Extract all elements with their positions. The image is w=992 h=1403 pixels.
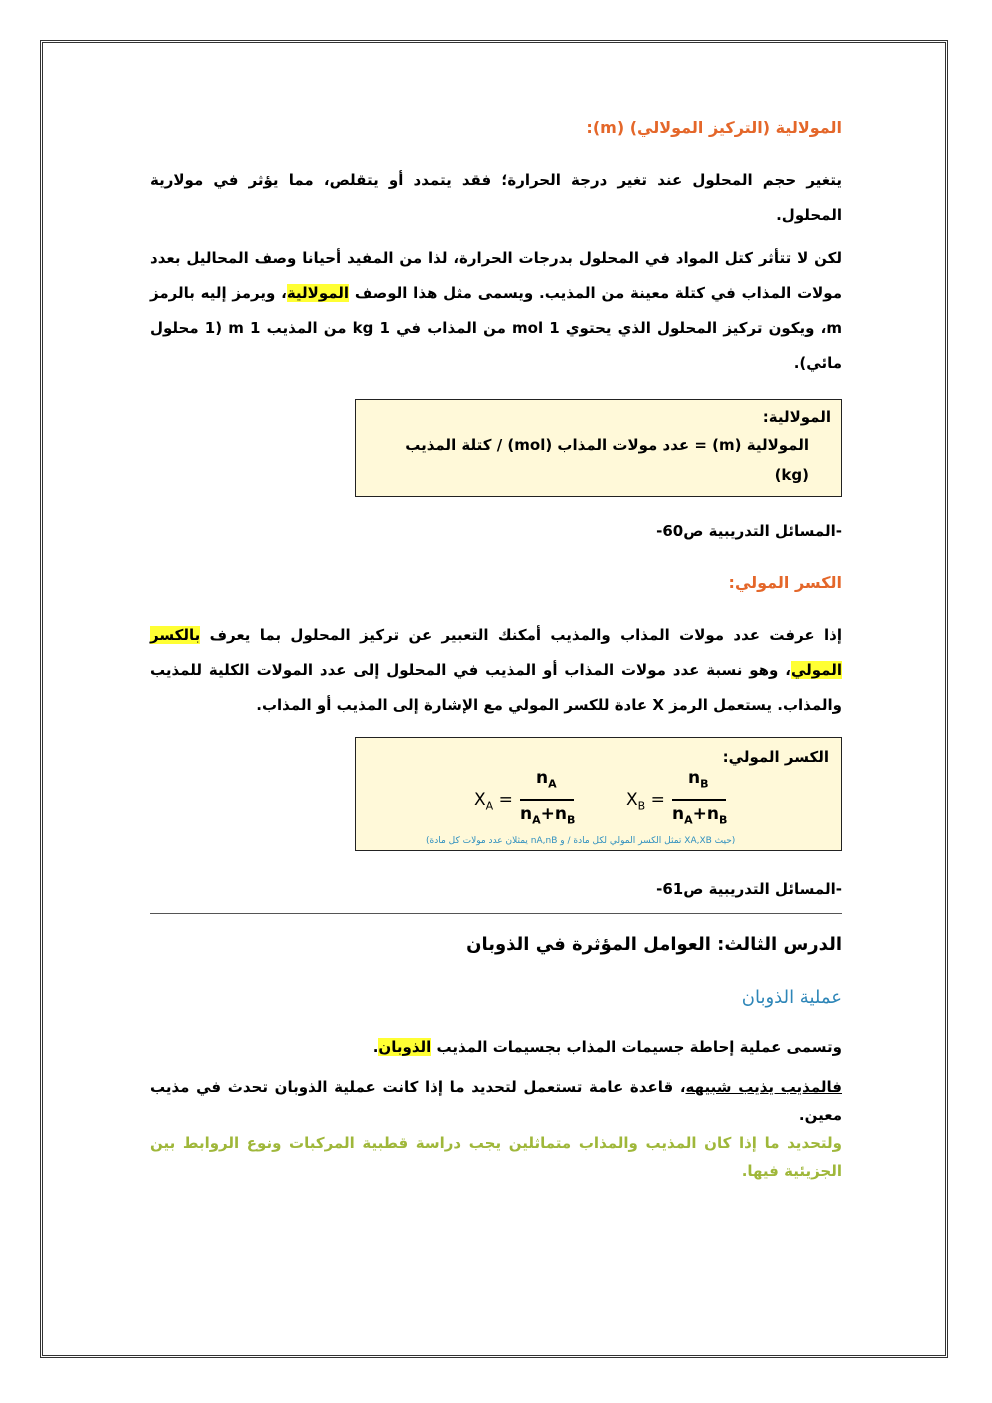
dissolution-section-heading: عملية الذوبان <box>741 987 842 1008</box>
dissolution-paragraph-2 <box>150 1073 842 1129</box>
molality-highlight: المولالية <box>286 284 350 302</box>
dissolution-highlight: الذوبان <box>378 1038 432 1056</box>
formula-xa-numerator: $n_A$ <box>536 768 557 791</box>
mole-fraction-box-title: الكسر المولي: <box>722 748 829 766</box>
formula-xa-fraction-bar <box>520 799 574 801</box>
formula-xb-denominator: $n_A+n_B$ <box>672 804 728 827</box>
mole-fraction-note: (حيث XA,XB تمثل الكسر المولي لكل مادة / و nA,nB يمثلان عدد مولات كل مادة) <box>426 836 736 846</box>
mole-fraction-formula-box <box>355 737 842 851</box>
dissolution-p2-rest: ، قاعدة عامة تستعمل لتحديد ما إذا كانت عملية الذوبان تحدث في مذيب معين. <box>150 1078 842 1124</box>
section-divider <box>150 913 842 914</box>
molality-p2-after: ، ويرمز إليه بالرمز m، ويكون تركيز المحلول الذي يحتوي 1 mol من المذاب في 1 kg من المذيب 1 m (1 محلول مائي). <box>150 284 842 372</box>
lesson-title: الدرس الثالث: العوامل المؤثرة في الذوبان <box>466 934 842 955</box>
mole-fraction-p-after: ، وهو نسبة عدد مولات المذاب أو المذيب في المحلول إلى عدد المولات الكلية للمذيب والمذاب. يستعمل الرمز X عادة للكسر المولي مع الإشارة إلى المذيب أو المذاب. <box>150 661 842 714</box>
formula-xa-lhs: $X_A$ = <box>474 790 513 813</box>
formula-xb-numerator: $n_B$ <box>688 768 709 791</box>
molality-box-title: المولالية: <box>762 408 831 426</box>
dissolution-p1-after: . <box>372 1038 379 1056</box>
formula-xb-fraction-bar <box>672 799 726 801</box>
molality-formula-box <box>355 399 842 497</box>
formula-xb-lhs: $X_B$ = <box>626 790 665 813</box>
mole-fraction-paragraph <box>150 618 842 723</box>
molality-heading: المولالية (التركيز المولالي) (m): <box>586 118 842 137</box>
document-content <box>150 118 842 1193</box>
molality-practice-ref: -المسائل التدريبية ص60- <box>656 522 842 540</box>
dissolution-paragraph-3: ولتحديد ما إذا كان المذيب والمذاب متماثلين يجب دراسة قطبية المركبات ونوع الروابط بين الجزيئية فيها. <box>150 1134 842 1180</box>
formula-xa-denominator: $n_A+n_B$ <box>520 804 576 827</box>
molality-paragraph-1: يتغير حجم المحلول عند تغير درجة الحرارة؛ فقد يتمدد أو يتقلص، مما يؤثر في مولارية المحلول. <box>150 171 842 224</box>
dissolution-p1-before: وتسمى عملية إحاطة جسيمات المذاب بجسيمات المذيب <box>431 1038 842 1056</box>
mole-fraction-heading: الكسر المولي: <box>728 573 842 592</box>
molality-p2-before: لكن لا تتأثر كتل المواد في المحلول بدرجات الحرارة، لذا من المفيد أحيانا وصف المحاليل بعدد مولات المذاب في كتلة معينة من المذيب. ويسمى مثل هذا الوصف <box>150 249 842 302</box>
dissolution-paragraph-1 <box>150 1030 842 1065</box>
mole-fraction-highlight: بالكسر المولي <box>150 626 842 679</box>
mole-fraction-practice-ref: -المسائل التدريبية ص61- <box>656 880 842 898</box>
molality-paragraph-2 <box>150 241 842 381</box>
molality-box-formula: المولالية (m) = عدد مولات المذاب (mol) / كتلة المذيب (kg) <box>405 436 809 484</box>
mole-fraction-formulas <box>356 768 841 828</box>
mole-fraction-p-before: إذا عرفت عدد مولات المذاب والمذيب أمكنك التعبير عن تركيز المحلول بما يعرف <box>200 626 842 644</box>
like-dissolves-like: فالمذيب يذيب شبيهه <box>685 1078 842 1096</box>
